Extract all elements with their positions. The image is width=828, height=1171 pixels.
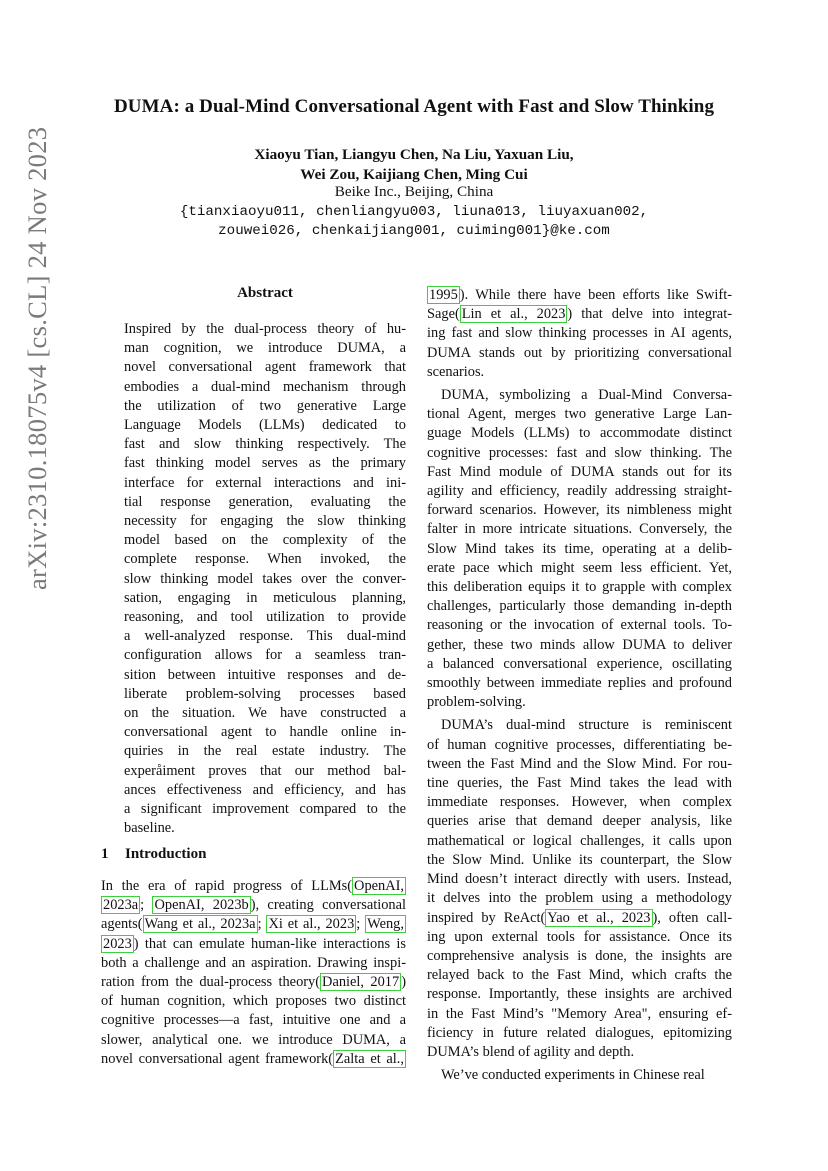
abstract-heading: Abstract (237, 285, 293, 301)
text-line: slow thinking model takes over the conver- (124, 570, 406, 587)
paragraph-dual-mind-structure (427, 716, 732, 908)
text-line: it delves into the problem using a methodology (427, 890, 732, 907)
text-line: reasoning or the invocation of external tools. To- (427, 617, 732, 634)
citation-link[interactable]: 2023 (103, 935, 132, 952)
text-line: Mind doesn’t interact directly with users. Instead, (427, 871, 732, 888)
citation-link[interactable]: OpenAI, (354, 878, 404, 894)
citation-link[interactable]: Lin et al., 2023 (461, 306, 566, 323)
text-line: Sage( Lin et al., 2023 ) that delve into integrat- (427, 306, 732, 323)
text-line: sition between intuitive responses and de- (124, 666, 406, 683)
text-line: model based on the complexity of the (124, 532, 406, 549)
text-line: ing upon external tools for assistance. Once its (427, 928, 732, 945)
text-line: Fast Mind module of DUMA stands out for its (427, 463, 732, 480)
text-line: experåiment proves that our method bal- (124, 762, 406, 779)
citation-link[interactable]: 2023a (103, 897, 139, 914)
text-line: embodies a dual-mind mechanism through (124, 378, 406, 395)
text-line: baseline. (124, 820, 175, 837)
text-line: ances effectiveness and efficiency, and has (124, 781, 406, 798)
emails-line-1: {tianxiaoyu011, chenliangyu003, liuna013, liuyaxuan002, (179, 204, 649, 220)
text-line: slower, analytical one. we introduce DUMA, a (101, 1031, 406, 1048)
text-line: We’ve conducted experiments in Chinese real (441, 1067, 705, 1084)
author-emails (0, 203, 828, 241)
text-line: response. Importantly, these insights are archived (427, 986, 732, 1003)
text-line: conversational agent to handle online in- (124, 724, 406, 741)
text-line: ration from the dual-process theory( Daniel, 2017 ) (101, 974, 406, 991)
text-line: complete response. When invoked, the (124, 551, 406, 568)
emails-line-2: zouwei026, chenkaijiang001, cuiming001}@ke.com (218, 223, 610, 239)
text-line: cognitive processes: fast and slow thinking. The (427, 444, 732, 461)
text-line: Slow Mind takes its time, operating at a delib- (427, 540, 732, 557)
text-line: mathematical or logical challenges, it calls upon (427, 832, 732, 849)
text-line: Inspired by the dual-process theory of hu- (124, 321, 406, 337)
text-line: fast and slow thinking respectively. The (124, 436, 406, 453)
text-line: novel conversational agent framework( Zalta et al., (101, 1050, 404, 1067)
text-line: quiries in the real estate industry. The (124, 743, 406, 760)
authors-line-1: Xiaoyu Tian, Liangyu Chen, Na Liu, Yaxuan Liu, (254, 146, 574, 163)
text-line: the utilization of two generative Large (124, 397, 406, 414)
abstract-body (124, 320, 406, 838)
text-line: inspired by ReAct( Yao et al., 2023 ), often call- (427, 909, 732, 926)
text-line: of human cognition, which proposes two distinct (101, 993, 406, 1010)
author-list (0, 145, 828, 185)
paragraph-dual-mind-overview (427, 386, 732, 712)
text-line: man cognition, we introduce DUMA, a (124, 340, 406, 357)
text-line: guage Models (LLMs) to accommodate distinct (427, 425, 732, 442)
text-line: 2023a ; OpenAI, 2023b ), creating conversational (103, 897, 406, 914)
text-line: cognitive processes—a fast, intuitive one and a (101, 1012, 406, 1029)
text-line: In the era of rapid progress of LLMs( OpenAI, (101, 878, 404, 894)
section-heading-introduction (101, 846, 206, 863)
text-line: challenges, particularly those demanding in-depth (427, 598, 732, 615)
citation-link[interactable]: Xi et al., 2023 (268, 916, 355, 933)
text-line: tional Agent, merges two generative Large Lan- (427, 406, 732, 423)
text-line: DUMA, symbolizing a Dual-Mind Conversa- (441, 387, 732, 404)
text-line: 1995 ). While there have been efforts like Swift- (429, 287, 732, 303)
text-line: this deliberation equips it to grapple with complex (427, 579, 732, 596)
text-line: DUMA’s blend of agility and depth. (427, 1043, 635, 1060)
citation-link[interactable]: 1995 (429, 287, 458, 303)
text-line: smoothly between immediate replies and profound (427, 675, 732, 692)
text-line: agents( Wang et al., 2023a ; Xi et al., 2023 ; Weng, (101, 916, 404, 933)
text-line: DUMA’s dual-mind structure is reminiscent (441, 717, 732, 734)
citation-link[interactable]: Weng, (367, 916, 404, 933)
text-line: a significant improvement compared to the (124, 801, 406, 818)
affiliation: Beike Inc., Beijing, China (334, 183, 494, 200)
text-line: tial response generation, evaluating the (124, 493, 406, 510)
text-line: necessity for engaging the slow thinking (124, 513, 406, 530)
citation-link[interactable]: OpenAI, 2023b (154, 897, 249, 914)
text-line: Language Models (LLMs) dedicated to (124, 417, 406, 434)
text-line: problem-solving. (427, 694, 526, 711)
text-line: fast thinking model serves as the primary (124, 455, 406, 472)
citation-link[interactable]: Wang et al., 2023a (144, 916, 256, 933)
text-line: liberate problem-solving processes based (124, 685, 406, 702)
section-title: Introduction (125, 846, 207, 862)
introduction-left-column (101, 877, 406, 1069)
text-line: forward scenarios. However, its nimbleness might (427, 502, 732, 519)
text-line: falter in more intricate situations. Conversely, the (427, 521, 732, 538)
citation-link[interactable]: Daniel, 2017 (322, 974, 400, 991)
text-line: in the Fast Mind’s "Memory Area", ensuring ef- (427, 1005, 732, 1022)
text-line: interface for external interactions and ini- (124, 474, 406, 491)
text-line: comprehensive analysis is done, the insights are (427, 947, 732, 964)
text-line: both a challenge and an aspiration. Drawing inspi- (101, 954, 406, 971)
text-line: scenarios. (427, 363, 485, 380)
text-line: reasoning, and tool utilization to provide (124, 609, 406, 626)
text-line: gether, these two minds allow DUMA to deliver (427, 636, 732, 653)
text-line: ficiency in future related dialogues, epitomizing (427, 1024, 732, 1041)
text-line: the Slow Mind. Unlike its counterpart, the Slow (427, 851, 732, 868)
text-line: relayed back to the Fast Mind, which crafts the (427, 967, 732, 984)
paper-title: DUMA: a Dual-Mind Conversational Agent with Fast and Slow Thinking (113, 96, 715, 117)
section-number: 1 (101, 846, 109, 862)
text-line: 2023 ) that can emulate human-like interactions is (103, 935, 406, 952)
text-line: sation, engaging in meticulous planning, (124, 589, 406, 606)
text-line: agility and efficiency, readily addressing straight- (427, 483, 732, 500)
text-line: of human cognitive processes, differentiating be- (427, 736, 732, 753)
text-line: on the situation. We have constructed a (124, 705, 406, 722)
text-line: novel conversational agent framework that (124, 359, 406, 376)
paragraph-dual-mind-structure-cont (427, 928, 732, 1062)
text-line: a balanced conversational experience, oscillating (427, 655, 732, 672)
text-line: ing fast and slow thinking processes in AI agents, (427, 325, 732, 342)
text-line: a well-analyzed response. This dual-mind (124, 628, 406, 645)
text-line: configuration allows for a seamless tran- (124, 647, 406, 664)
text-line: tween the Fast Mind and the Slow Mind. For rou- (427, 755, 732, 772)
citation-link[interactable]: Yao et al., 2023 (547, 909, 651, 926)
arxiv-identifier-stamp: arXiv:2310.18075v4 [cs.CL] 24 Nov 2023 (22, 126, 52, 590)
text-line: queries arise that demand deeper analysis, like (427, 813, 732, 830)
citation-link[interactable]: Zalta et al., (335, 1050, 404, 1067)
introduction-right-column (427, 286, 732, 1085)
text-line: DUMA stands out by prioritizing conversational (427, 344, 732, 361)
authors-line-2: Wei Zou, Kaijiang Chen, Ming Cui (300, 166, 528, 183)
text-line: tine queries, the Fast Mind takes the lead with (427, 775, 732, 792)
text-line: erate pace which might seem less efficient. Yet, (427, 559, 732, 576)
text-line: immediate responses. However, when complex (427, 794, 732, 811)
